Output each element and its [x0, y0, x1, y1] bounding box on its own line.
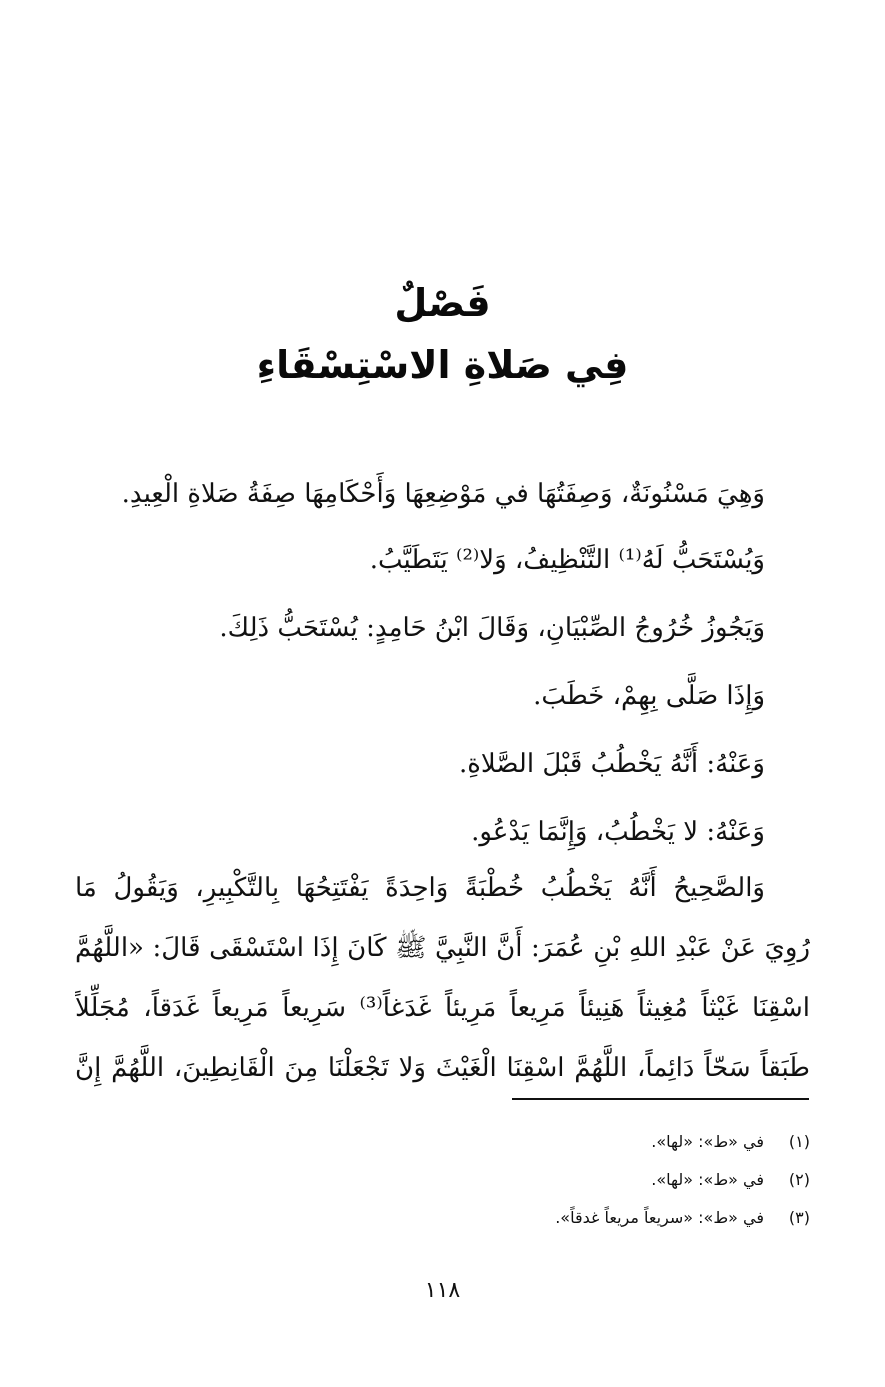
chapter-title: فِي صَلاةِ الاسْتِسْقَاءِ	[256, 343, 629, 387]
footnote-text: في «ط»: «سريعاً مريعاً غدقاً».	[555, 1208, 764, 1227]
paragraph: وَهِيَ مَسْنُونَةٌ، وَصِفَتُهَا في مَوْضِعِهَا وَأَحْكَامِهَا صِفَةُ صَلاةِ الْعِيدِ.	[121, 479, 765, 509]
long-paragraph	[75, 858, 810, 1098]
footnote-divider	[512, 1098, 809, 1100]
footnote-text: في «ط»: «لها».	[651, 1132, 764, 1151]
footnote-number: (٢)	[788, 1170, 810, 1189]
paragraph-line: وَالصَّحِيحُ أَنَّهُ يَخْطُبُ خُطْبَةً وَاحِدَةً يَفْتَتِحُهَا بِالتَّكْبِيرِ، وَيَقُولُ مَا	[75, 873, 765, 903]
footnote	[410, 1164, 810, 1202]
paragraph: وَيُسْتَحَبُّ لَهُ⁽¹⁾ التَّنْظِيفُ، وَلا⁽²⁾ يَتَطَيَّبُ.	[369, 545, 765, 575]
paragraph-line: رُوِيَ عَنْ عَبْدِ اللهِ بْنِ عُمَرَ: أَنَّ النَّبِيَّ ﷺ كَانَ إِذَا اسْتَسْقَى قَالَ: «اللَّهُمَّ	[75, 933, 810, 963]
page-number: ١١٨	[424, 1278, 461, 1303]
paragraph: وَعَنْهُ: لا يَخْطُبُ، وَإِنَّمَا يَدْعُو.	[471, 817, 765, 847]
footnotes	[410, 1126, 810, 1240]
footnote-number: (١)	[788, 1132, 810, 1151]
footnote	[410, 1126, 810, 1164]
paragraph-line: اسْقِنَا غَيْثاً مُغِيثاً هَنِيئاً مَرِيعاً مَرِيئاً غَدَغاً⁽³⁾ سَرِيعاً مَرِيعاً غَدَقاً، مُجَلِّلاً	[75, 993, 810, 1023]
paragraph: وَعَنْهُ: أَنَّهُ يَخْطُبُ قَبْلَ الصَّلاةِ.	[458, 749, 765, 779]
paragraph-line: طَبَقاً سَحّاً دَائِماً، اللَّهُمَّ اسْقِنَا الْغَيْثَ وَلا تَجْعَلْنَا مِنَ الْقَانِطِينَ، اللَّهُمَّ إِنَّ	[75, 1053, 810, 1083]
paragraph: وَيَجُوزُ خُرُوجُ الصِّبْيَانِ، وَقَالَ ابْنُ حَامِدٍ: يُسْتَحَبُّ ذَلِكَ.	[219, 613, 765, 643]
section-heading: فَصْلٌ	[394, 281, 491, 325]
paragraph: وَإِذَا صَلَّى بِهِمْ، خَطَبَ.	[533, 681, 765, 711]
footnote-number: (٣)	[788, 1208, 810, 1227]
footnote-text: في «ط»: «لها».	[651, 1170, 764, 1189]
footnote	[410, 1202, 810, 1240]
